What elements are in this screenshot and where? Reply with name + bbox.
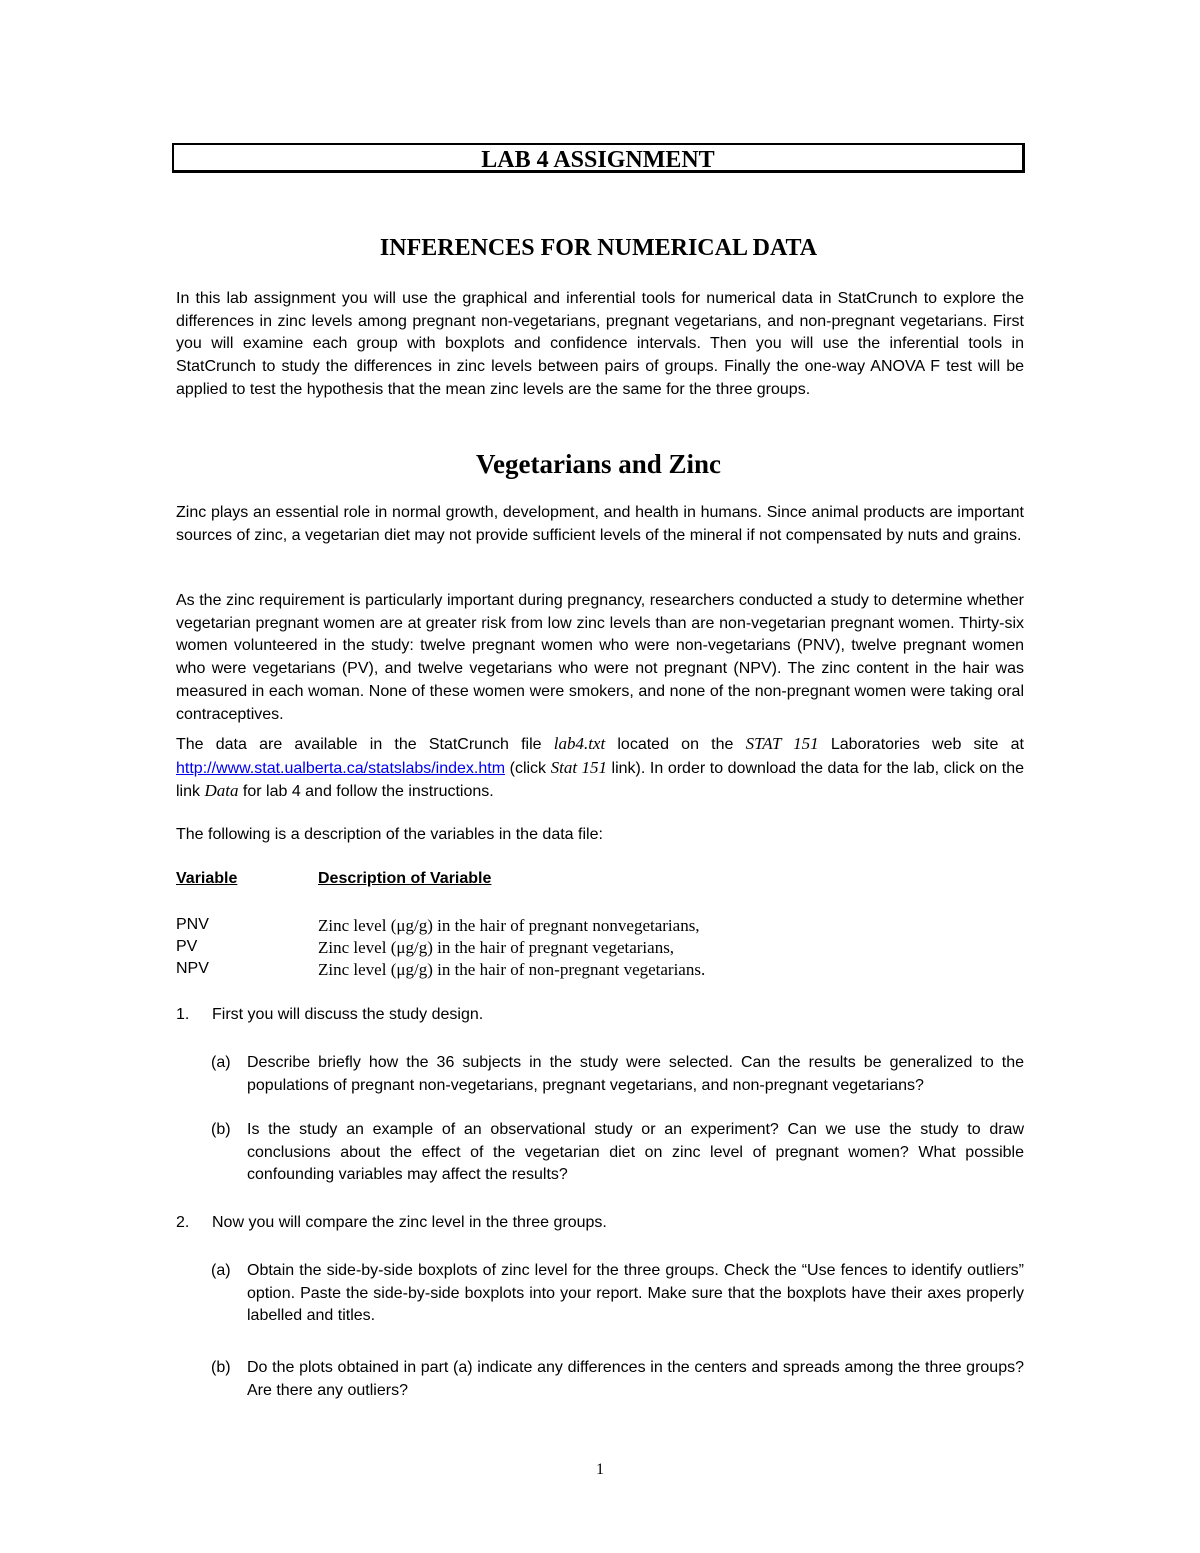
study-paragraph: As the zinc requirement is particularly important during pregnancy, researchers conducted a study to determine whether vegetarian pregnant women are at greater risk from low zinc levels than are non-vegetarian pregnant women. Thirty-six women volunteered in the study: twelve pregnant women who were non-vegetarians (PNV), twelve pregnant women who were vegetarians (PV), and twelve vegetarians who were not pregnant (NPV). The zinc content in the hair was measured in each woman. None of these women were smokers, and none of the non-pregnant women were taking oral contraceptives.: [176, 592, 1024, 723]
table-row: PV Zinc level (μg/g) in the hair of pregnant vegetarians,: [176, 938, 675, 957]
title-box: [172, 143, 1025, 173]
question-2a: (a) Obtain the side-by-side boxplots of zinc level for the three groups. Check the “Use fences to identify outliers” option. Paste the side-by-side boxplots into your report. Make sure that the boxplots have their axes properly labelled and titles.: [211, 1262, 1024, 1325]
variable-column-header: Variable: [176, 870, 238, 887]
description-column-header: Description of Variable: [318, 870, 492, 887]
data-availability-paragraph: The data are available in the StatCrunch file lab4.txt located on the STAT 151 Laboratories web site at http://www.stat.ualberta.ca/statslabs/index.htm (click Stat 151 link). In order to download the data for the lab, click on the link Data for lab 4 and follow the instructions.: [176, 734, 1024, 801]
variables-table: [176, 870, 1024, 980]
zinc-paragraph: Zinc plays an essential role in normal growth, development, and health in humans. Since animal products are important sources of zinc, a vegetarian diet may not provide sufficient levels of the mineral if not compensated by nuts and grains.: [176, 504, 1024, 544]
data-file-name: lab4.txt: [553, 734, 606, 753]
section-heading-inferences: INFERENCES FOR NUMERICAL DATA: [379, 235, 818, 261]
page-title: LAB 4 ASSIGNMENT: [481, 147, 715, 173]
page-number: 1: [596, 1461, 604, 1478]
statslabs-link[interactable]: http://www.stat.ualberta.ca/statslabs/index.htm: [176, 759, 506, 777]
variables-intro: The following is a description of the variables in the data file:: [176, 826, 603, 843]
question-1a: (a) Describe briefly how the 36 subjects in the study were selected. Can the results be generalized to the populations of pregnant non-vegetarians, pregnant vegetarians, and non-pregnant vegetarians?: [211, 1054, 1024, 1094]
section-heading-vegetarians: Vegetarians and Zinc: [475, 449, 722, 479]
table-row: PNV Zinc level (μg/g) in the hair of pregnant nonvegetarians,: [176, 916, 700, 935]
question-2b: (b) Do the plots obtained in part (a) indicate any differences in the centers and spreads among the three groups? Are there any outliers?: [211, 1359, 1024, 1399]
data-link-text: Data: [204, 781, 239, 801]
question-1: 1. First you will discuss the study design.: [176, 1006, 484, 1023]
intro-paragraph: In this lab assignment you will use the graphical and inferential tools for numerical data in StatCrunch to explore the differences in zinc levels among pregnant non-vegetarians, pregnant vegetarians, and non-pregnant vegetarians. First you will examine each group with boxplots and confidence intervals. Then you will use the inferential tools in StatCrunch to study the differences in zinc levels between pairs of groups. Finally the one-way ANOVA F test will be applied to test the hypothesis that the mean zinc levels are the same for the three groups.: [176, 290, 1024, 398]
table-row: NPV Zinc level (μg/g) in the hair of non-pregnant vegetarians.: [176, 960, 706, 979]
course-name: STAT 151: [745, 734, 819, 753]
question-2: 2. Now you will compare the zinc level in the three groups.: [176, 1214, 607, 1231]
question-1b: (b) Is the study an example of an observational study or an experiment? Can we use the study to draw conclusions about the effect of the vegetarian diet on zinc level of pregnant women? What possible confounding variables may affect the results?: [211, 1121, 1024, 1184]
